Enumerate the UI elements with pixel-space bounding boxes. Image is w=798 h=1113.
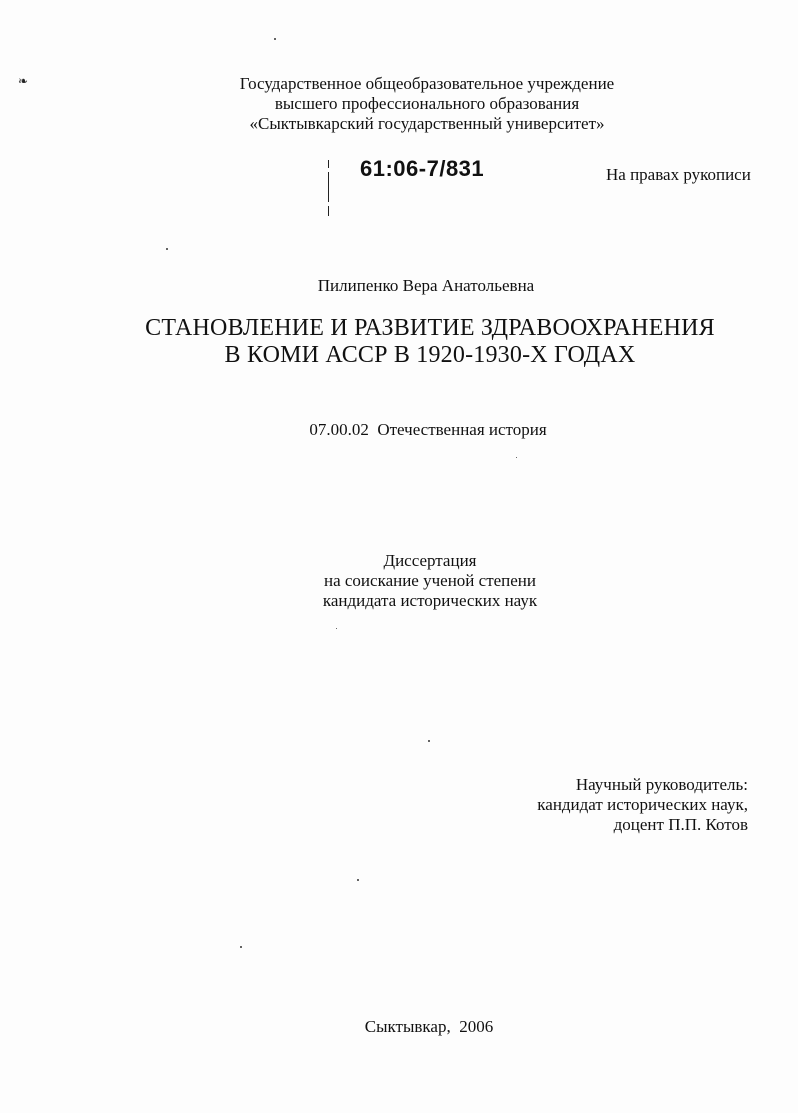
specialty-text: 07.00.02 Отечественная история (309, 420, 547, 439)
degree-line-2: на соискание ученой степени (323, 571, 537, 590)
city-year (30, 1017, 798, 1037)
advisor-line-3: доцент П.П. Котов (613, 815, 748, 834)
institution-header (28, 74, 798, 134)
title-line-1: СТАНОВЛЕНИЕ И РАЗВИТИЕ ЗДРАВООХРАНЕНИЯ (145, 315, 715, 341)
degree-statement (31, 551, 798, 611)
scan-speck (336, 628, 337, 629)
scientific-advisor (537, 775, 748, 835)
specialty (29, 420, 798, 440)
scan-speck (516, 457, 517, 458)
scan-speck (166, 248, 168, 250)
manuscript-rights-note: На правах рукописи (606, 165, 751, 184)
city-year-text: Сыктывкар, 2006 (364, 1017, 494, 1036)
institution-line-1: Государственное общеобразовательное учреждение (239, 74, 615, 93)
author-name-text: Пилипенко Вера Анатольевна (317, 276, 535, 295)
degree-line-3: кандидата исторических наук (322, 591, 538, 610)
dissertation-title (31, 315, 798, 369)
scan-speck (240, 946, 242, 948)
catalog-number: 61:06-7/831 (360, 156, 485, 181)
degree-line-1: Диссертация (383, 551, 477, 570)
institution-line-3: «Сыктывкарский государственный университет» (249, 114, 605, 133)
advisor-line-2: кандидат исторических наук, (537, 795, 748, 814)
scan-speck (274, 38, 276, 40)
scan-speck (357, 879, 359, 881)
institution-line-2: высшего профессионального образования (274, 94, 580, 113)
title-line-2: В КОМИ АССР В 1920-1930-Х ГОДАХ (224, 342, 636, 368)
stamp-mark (328, 172, 329, 202)
scan-speck (428, 740, 430, 742)
author-name (27, 276, 798, 296)
advisor-line-1: Научный руководитель: (575, 775, 748, 794)
stamp-mark (328, 206, 329, 216)
stamp-mark (328, 160, 329, 168)
scan-mark-icon: ❧ (18, 74, 29, 88)
